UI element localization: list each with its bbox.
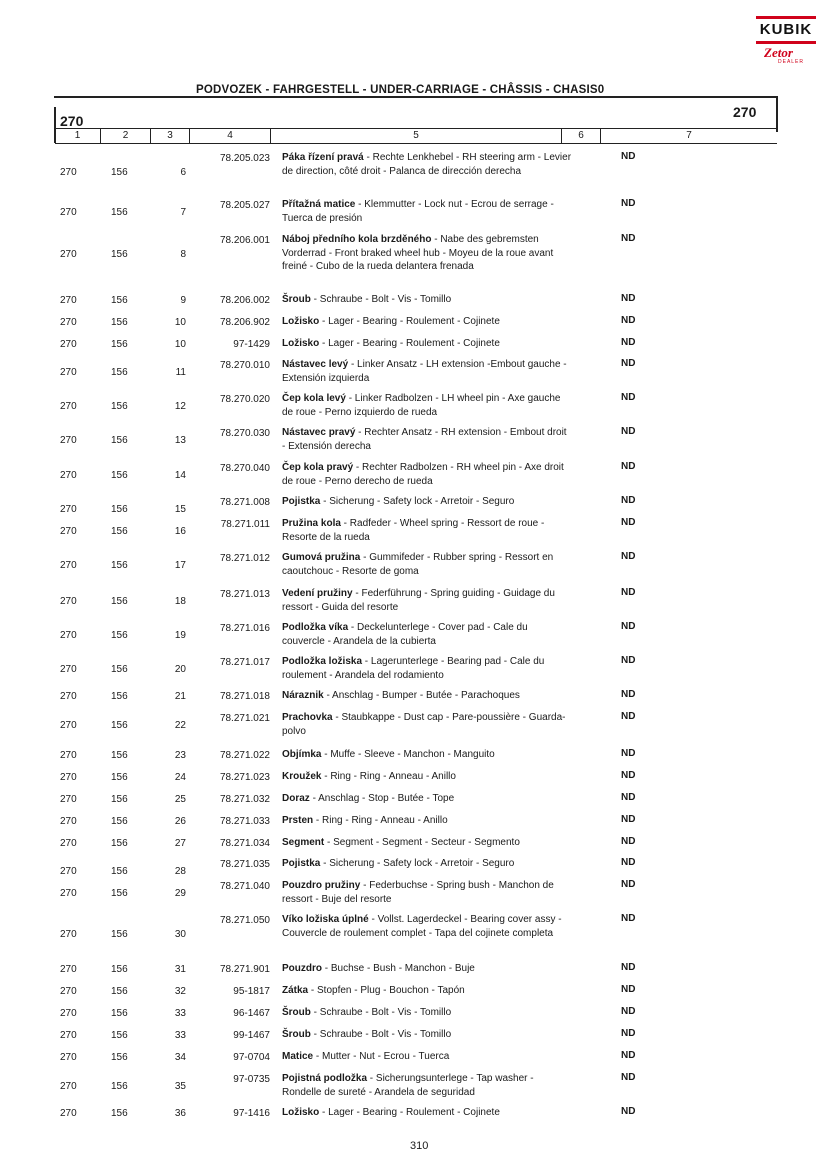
part-translations: - Lagerunterlege - Bearing pad - Cale du roulement - Arandela del rodamiento [282,656,545,681]
cell-group: 270 [60,207,77,218]
cell-part-number: 78.271.008 [219,497,270,508]
part-translations: - Buchse - Bush - Manchon - Buje [322,963,475,974]
cell-subgroup: 156 [111,435,128,446]
part-name: Gumová pružina [282,552,361,563]
cell-note: ND [621,1028,636,1039]
cell-description [282,233,572,274]
cell-subgroup: 156 [111,295,128,306]
cell-note: ND [621,551,636,562]
part-name: Ložisko [282,316,320,327]
cell-note: ND [621,748,636,759]
cell-group: 270 [60,504,77,515]
cell-group: 270 [60,1081,77,1092]
cell-subgroup: 156 [111,929,128,940]
cell-part-number: 78.270.010 [219,360,270,371]
cell-part-number: 78.271.021 [219,713,270,724]
part-translations: - Mutter - Nut - Ecrou - Tuerca [313,1051,450,1062]
cell-group: 270 [60,720,77,731]
cell-part-number: 78.271.018 [219,691,270,702]
cell-part-number: 99-1467 [233,1030,270,1041]
cell-subgroup: 156 [111,750,128,761]
cell-description [282,461,572,488]
cell-note: ND [621,358,636,369]
cell-part-number: 78.271.040 [219,881,270,892]
cell-position: 10 [174,339,186,350]
cell-note: ND [621,517,636,528]
cell-note: ND [621,426,636,437]
section-number-right: 270 [733,104,757,120]
cell-description [282,337,572,351]
cell-part-number: 95-1817 [233,986,270,997]
cell-description [282,1006,572,1020]
cell-part-number: 78.206.002 [219,295,270,306]
cell-position: 15 [174,504,186,515]
cell-subgroup: 156 [111,207,128,218]
cell-part-number: 78.206.902 [219,317,270,328]
cell-description [282,857,572,871]
part-name: Objímka [282,749,322,760]
cell-position: 31 [174,964,186,975]
page-title: PODVOZEK - FAHRGESTELL - UNDER-CARRIAGE - CHÂSSIS - CHASIS0 [196,84,605,96]
cell-description [282,587,572,614]
part-translations: - Stopfen - Plug - Bouchon - Tapón [308,985,465,996]
part-name: Šroub [282,1007,311,1018]
cell-part-number: 78.205.027 [219,200,270,211]
cell-group: 270 [60,691,77,702]
cell-group: 270 [60,1008,77,1019]
part-name: Prachovka [282,712,333,723]
cell-note: ND [621,233,636,244]
cell-description [282,621,572,648]
cell-position: 27 [174,838,186,849]
cell-description [282,770,572,784]
cell-subgroup: 156 [111,816,128,827]
cell-description [282,879,572,906]
cell-position: 14 [174,470,186,481]
cell-description [282,836,572,850]
cell-group: 270 [60,750,77,761]
cell-group: 270 [60,772,77,783]
cell-part-number: 78.271.012 [219,553,270,564]
cell-subgroup: 156 [111,526,128,537]
part-translations: - Gummifeder - Rubber spring - Ressort en caoutchouc - Resorte de goma [282,552,554,577]
cell-part-number: 78.271.011 [220,519,270,530]
column-header-1: 1 [74,130,81,141]
cell-position: 16 [174,526,186,537]
cell-group: 270 [60,249,77,260]
cell-subgroup: 156 [111,167,128,178]
cell-position: 33 [174,1030,186,1041]
cell-description [282,984,572,998]
cell-group: 270 [60,838,77,849]
cell-group: 270 [60,470,77,481]
cell-part-number: 97-1416 [233,1108,270,1119]
part-translations: - Schraube - Bolt - Vis - Tomillo [310,294,452,305]
cell-position: 17 [174,560,186,571]
cell-note: ND [621,1006,636,1017]
cell-subgroup: 156 [111,249,128,260]
part-translations: - Rechter Ansatz - RH extension - Embout droit - Extensión derecha [282,427,567,452]
logo-tag: DEALER [778,59,805,65]
cell-description [282,392,572,419]
logo-bar-bottom [756,41,816,44]
part-translations: - Linker Radbolzen - LH wheel pin - Axe gauche de roue - Perno izquierdo de rueda [282,393,561,418]
cell-description [282,151,572,178]
cell-group: 270 [60,526,77,537]
cell-description [282,1072,572,1099]
cell-group: 270 [60,986,77,997]
cell-group: 270 [60,964,77,975]
part-translations: - Vollst. Lagerdeckel - Bearing cover assy - Couvercle de roulement complet - Tapa del cojinete completa [282,914,562,939]
cell-subgroup: 156 [111,504,128,515]
cell-note: ND [621,984,636,995]
cell-part-number: 78.270.040 [219,463,270,474]
cell-part-number: 78.270.020 [219,394,270,405]
cell-subgroup: 156 [111,838,128,849]
part-name: Segment [282,837,325,848]
part-name: Ložisko [282,338,320,349]
part-translations: - Ring - Ring - Anneau - Anillo [321,771,456,782]
cell-description [282,962,572,976]
cell-position: 13 [174,435,186,446]
cell-group: 270 [60,630,77,641]
column-header-3: 3 [167,130,173,141]
column-header-2: 2 [122,130,129,141]
cell-part-number: 78.271.023 [219,772,270,783]
cell-note: ND [621,836,636,847]
cell-part-number: 96-1467 [233,1008,270,1019]
cell-position: 20 [174,664,186,675]
cell-part-number: 78.271.050 [219,915,270,926]
cell-subgroup: 156 [111,1108,128,1119]
part-name: Náraznik [282,690,324,701]
part-name: Prsten [282,815,314,826]
cell-note: ND [621,151,636,162]
cell-subgroup: 156 [111,560,128,571]
cell-position: 36 [174,1108,186,1119]
frame-right-line [776,96,778,132]
part-name: Čep kola levý [282,393,346,404]
column-header-4: 4 [227,130,233,141]
cell-description [282,711,572,738]
part-name: Ložisko [282,1107,320,1118]
cell-position: 11 [175,367,186,378]
part-translations: - Schraube - Bolt - Vis - Tomillo [310,1007,452,1018]
cell-group: 270 [60,664,77,675]
part-name: Víko ložiska úplné [282,914,369,925]
cell-subgroup: 156 [111,664,128,675]
cell-note: ND [621,587,636,598]
cell-note: ND [621,814,636,825]
cell-position: 10 [174,317,186,328]
cell-part-number: 78.205.023 [219,153,270,164]
cell-subgroup: 156 [111,691,128,702]
part-name: Pojistka [282,858,321,869]
cell-position: 25 [174,794,186,805]
column-header-7: 7 [686,130,692,141]
cell-subgroup: 156 [111,720,128,731]
cell-position: 18 [174,596,186,607]
page-number: 310 [410,1140,429,1152]
cell-note: ND [621,689,636,700]
part-name: Matice [282,1051,314,1062]
cell-part-number: 78.271.901 [219,964,270,975]
cell-note: ND [621,857,636,868]
cell-note: ND [621,879,636,890]
cell-subgroup: 156 [111,986,128,997]
cell-position: 32 [174,986,186,997]
cell-position: 33 [174,1008,186,1019]
part-translations: - Sicherungsunterlege - Tap washer - Rondelle de sureté - Arandela de seguridad [282,1073,534,1098]
cell-part-number: 78.271.013 [219,589,270,600]
part-name: Vedení pružiny [282,588,353,599]
cell-position: 12 [174,401,186,412]
cell-note: ND [621,495,636,506]
cell-description [282,551,572,578]
cell-group: 270 [60,295,77,306]
cell-description [282,358,572,385]
cell-description [282,913,572,940]
cell-note: ND [621,770,636,781]
cell-description [282,748,572,762]
cell-subgroup: 156 [111,866,128,877]
part-translations: - Ring - Ring - Anneau - Anillo [313,815,448,826]
cell-position: 26 [174,816,186,827]
cell-description [282,792,572,806]
cell-subgroup: 156 [111,888,128,899]
frame-top-line [54,96,778,98]
part-translations: - Anschlag - Bumper - Butée - Parachoques [323,690,520,701]
part-translations: - Federbuchse - Spring bush - Manchon de ressort - Buje del resorte [282,880,554,905]
part-name: Čep kola pravý [282,462,354,473]
cell-position: 24 [174,772,186,783]
part-translations: - Lager - Bearing - Roulement - Cojinete [319,316,500,327]
part-translations: - Muffe - Sleeve - Manchon - Manguito [321,749,495,760]
cell-subgroup: 156 [111,596,128,607]
cell-subgroup: 156 [111,401,128,412]
part-name: Kroužek [282,771,322,782]
part-translations: - Anschlag - Stop - Butée - Tope [309,793,455,804]
cell-subgroup: 156 [111,367,128,378]
cell-group: 270 [60,816,77,827]
cell-group: 270 [60,1108,77,1119]
part-translations: - Rechter Radbolzen - RH wheel pin - Axe droit de roue - Perno derecho de rueda [282,462,564,487]
cell-note: ND [621,1050,636,1061]
part-name: Šroub [282,1029,311,1040]
part-translations: - Sicherung - Safety lock - Arretoir - Seguro [320,496,515,507]
cell-position: 30 [174,929,186,940]
logo-sub: Zetor [764,45,793,60]
cell-part-number: 78.271.035 [219,859,270,870]
cell-part-number: 78.271.033 [219,816,270,827]
cell-description [282,689,572,703]
cell-subgroup: 156 [111,964,128,975]
part-name: Šroub [282,294,311,305]
cell-group: 270 [60,167,77,178]
cell-description [282,655,572,682]
cell-position: 35 [174,1081,186,1092]
cell-position: 19 [174,630,186,641]
cell-subgroup: 156 [111,339,128,350]
cell-note: ND [621,711,636,722]
cell-part-number: 78.206.001 [219,235,270,246]
cell-description [282,814,572,828]
cell-description [282,293,572,307]
cell-subgroup: 156 [111,1008,128,1019]
cell-group: 270 [60,560,77,571]
cell-note: ND [621,1072,636,1083]
cell-note: ND [621,1106,636,1117]
cell-note: ND [621,792,636,803]
cell-subgroup: 156 [111,470,128,481]
cell-group: 270 [60,339,77,350]
cell-position: 21 [174,691,186,702]
cell-description [282,1106,572,1120]
cell-subgroup: 156 [111,317,128,328]
cell-description [282,1028,572,1042]
part-translations: - Federführung - Spring guiding - Guidage du ressort - Guida del resorte [282,588,555,613]
part-name: Podložka víka [282,622,349,633]
cell-position: 22 [174,720,186,731]
section-number-left: 270 [60,113,84,129]
cell-description [282,315,572,329]
part-name: Nástavec levý [282,359,349,370]
part-translations: - Klemmutter - Lock nut - Ecrou de serrage - Tuerca de presión [282,199,554,224]
cell-note: ND [621,293,636,304]
cell-group: 270 [60,866,77,877]
cell-part-number: 97-0704 [233,1052,270,1063]
cell-note: ND [621,315,636,326]
cell-part-number: 97-0735 [233,1074,270,1085]
column-header-5: 5 [413,130,419,141]
cell-group: 270 [60,435,77,446]
cell-position: 6 [180,167,186,178]
cell-part-number: 78.271.016 [219,623,270,634]
cell-position: 9 [180,295,186,306]
part-translations: - Segment - Segment - Secteur - Segmento [324,837,520,848]
cell-part-number: 78.270.030 [219,428,270,439]
cell-group: 270 [60,317,77,328]
part-name: Podložka ložiska [282,656,363,667]
part-name: Nástavec pravý [282,427,356,438]
cell-description [282,517,572,544]
column-header-6: 6 [578,130,584,141]
part-translations: - Radfeder - Wheel spring - Ressort de roue - Resorte de la rueda [282,518,545,543]
cell-note: ND [621,461,636,472]
logo-bar-top [756,16,816,19]
part-name: Pojistka [282,496,321,507]
cell-description [282,495,572,509]
cell-note: ND [621,198,636,209]
part-name: Pojistná podložka [282,1073,368,1084]
cell-note: ND [621,392,636,403]
cell-part-number: 97-1429 [233,339,270,350]
cell-note: ND [621,337,636,348]
part-translations: - Linker Ansatz - LH extension -Embout gauche - Extensión izquierda [282,359,567,384]
cell-part-number: 78.271.022 [219,750,270,761]
part-translations: - Lager - Bearing - Roulement - Cojinete [319,338,500,349]
cell-description [282,426,572,453]
cell-group: 270 [60,596,77,607]
cell-position: 28 [174,866,186,877]
cell-group: 270 [60,929,77,940]
cell-subgroup: 156 [111,630,128,641]
part-name: Přítažná matice [282,199,356,210]
cell-description [282,198,572,225]
cell-subgroup: 156 [111,772,128,783]
cell-description [282,1050,572,1064]
logo-brand: KUBIK [759,21,813,38]
cell-position: 7 [180,207,186,218]
part-name: Zátka [282,985,309,996]
part-translations: - Lager - Bearing - Roulement - Cojinete [319,1107,500,1118]
cell-position: 29 [174,888,186,899]
part-name: Pouzdro [282,963,322,974]
cell-note: ND [621,621,636,632]
part-name: Pouzdro pružiny [282,880,361,891]
cell-note: ND [621,655,636,666]
cell-part-number: 78.271.034 [219,838,270,849]
part-name: Pružina kola [282,518,341,529]
part-translations: - Sicherung - Safety lock - Arretoir - Seguro [320,858,515,869]
cell-position: 23 [174,750,186,761]
part-name: Páka řízení pravá [282,152,364,163]
cell-subgroup: 156 [111,794,128,805]
cell-subgroup: 156 [111,1030,128,1041]
part-translations: - Rechte Lenkhebel - RH steering arm - Levier de direction, côté droit - Palanca de dirección derecha [282,152,572,177]
cell-subgroup: 156 [111,1052,128,1063]
part-name: Doraz [282,793,310,804]
cell-group: 270 [60,367,77,378]
cell-position: 34 [174,1052,186,1063]
cell-group: 270 [60,794,77,805]
cell-part-number: 78.271.017 [219,657,270,668]
cell-part-number: 78.271.032 [219,794,270,805]
part-name: Náboj předního kola brzděného [282,234,432,245]
cell-group: 270 [60,1030,77,1041]
part-translations: - Nabe des gebremsten Vorderrad - Front braked wheel hub - Moyeu de la roue avant freiné - Cubo de la rueda delantera frenada [282,234,554,272]
kubik-zetor-logo [756,12,818,64]
cell-group: 270 [60,1052,77,1063]
part-translations: - Schraube - Bolt - Vis - Tomillo [310,1029,452,1040]
cell-note: ND [621,962,636,973]
cell-note: ND [621,913,636,924]
cell-group: 270 [60,401,77,412]
cell-group: 270 [60,888,77,899]
part-translations: - Deckelunterlege - Cover pad - Cale du couvercle - Arandela de la cubierta [282,622,528,647]
part-translations: - Staubkappe - Dust cap - Pare-poussière - Guarda-polvo [282,712,566,737]
cell-subgroup: 156 [111,1081,128,1092]
column-header-row [55,128,777,144]
cell-position: 8 [180,249,186,260]
